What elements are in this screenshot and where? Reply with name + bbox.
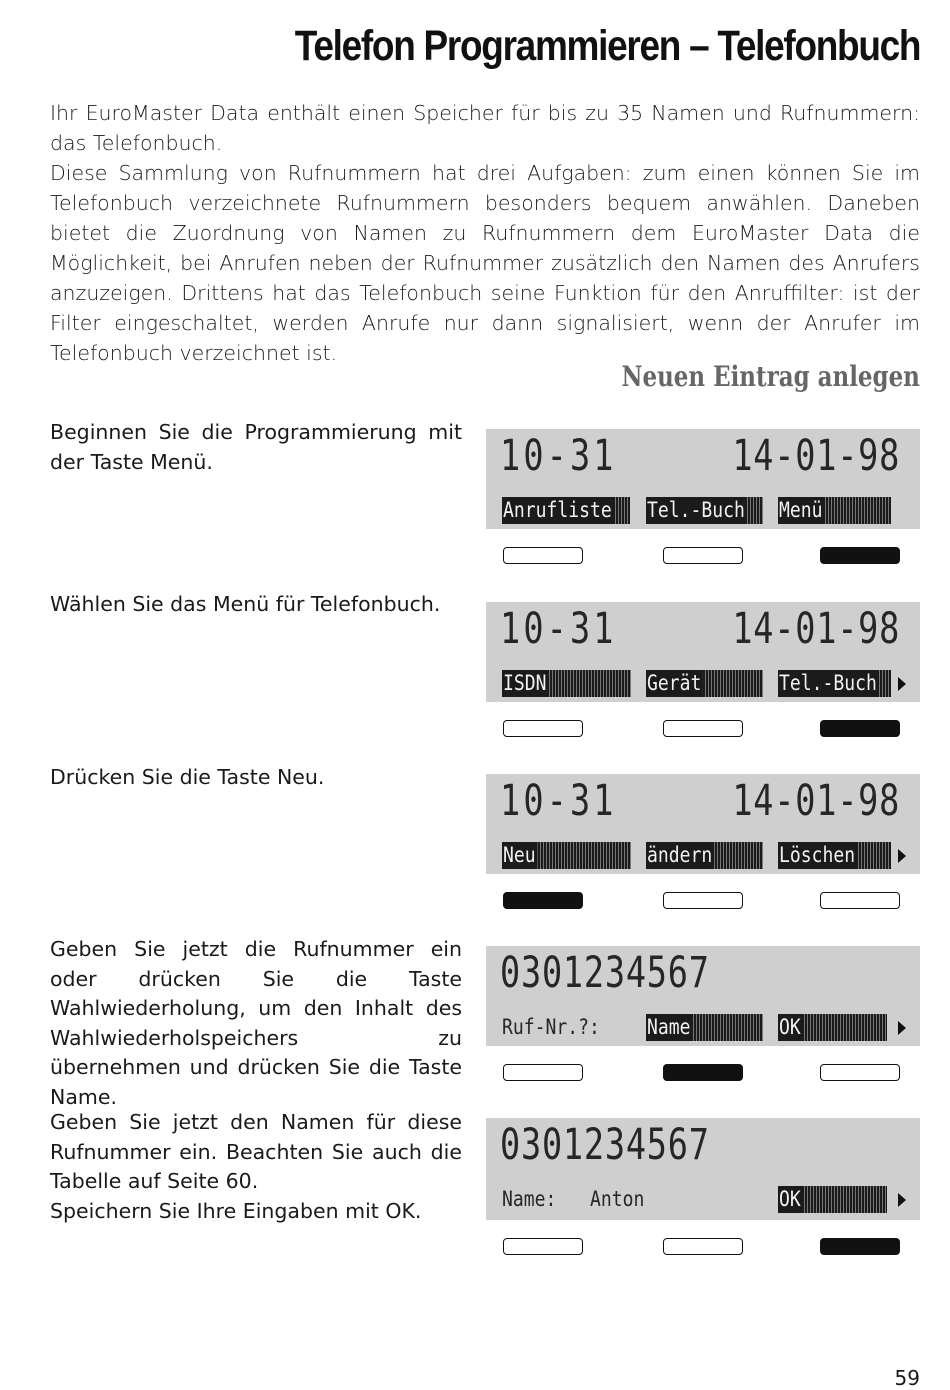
display-date: 14-01-98 [732,776,900,826]
step-1-text [50,418,462,477]
display-number: 0301234567 [500,948,710,998]
step-4-display [486,946,920,1046]
step-3-paragraph: Drücken Sie die Taste Neu. [50,765,325,789]
softkey-label-ok: OK [778,1014,887,1041]
step-3-text [50,763,462,793]
soft-key-left[interactable] [503,1238,583,1255]
display-time: 10-31 [500,604,617,654]
soft-key-left-pressed[interactable] [503,892,583,909]
step-5-display [486,1118,920,1220]
step-2-display [486,602,920,702]
softkey-label-isdn: ISDN [502,670,631,697]
display-date: 14-01-98 [732,604,900,654]
soft-key-right-pressed[interactable] [820,547,900,564]
soft-key-middle[interactable] [663,720,743,737]
step-5-paragraph-2: Speichern Sie Ihre Eingaben mit OK. [50,1198,422,1223]
display-time: 10-31 [500,431,617,481]
page-title: Telefon Programmieren – Telefonbuch [294,22,920,70]
scroll-right-arrow-icon [898,1193,906,1207]
softkey-label-tel-buch: Tel.-Buch [646,497,763,524]
softkey-label-tel-buch: Tel.-Buch [778,670,891,697]
softkey-label-neu: Neu [502,842,631,869]
display-time: 10-31 [500,776,617,826]
intro-text [50,98,920,368]
step-3-display [486,774,920,874]
soft-key-right[interactable] [820,1064,900,1081]
soft-key-left[interactable] [503,720,583,737]
soft-key-right[interactable] [820,892,900,909]
display-date: 14-01-98 [732,431,900,481]
softkey-label-menue: Menü [778,497,891,524]
display-label-ruf-nr: Ruf-Nr.?: [502,1015,600,1039]
soft-key-right-pressed[interactable] [820,720,900,737]
soft-key-middle[interactable] [663,892,743,909]
scroll-right-arrow-icon [898,677,906,691]
step-2-text [50,590,462,620]
step-5-text [50,1108,462,1226]
step-5-paragraph-1: Geben Sie jetzt den Namen für diese Rufnummer ein. Beachten Sie auch die Tabelle auf Seite 60. [50,1110,462,1193]
display-label-name: Name: [502,1187,557,1211]
scroll-right-arrow-icon [898,1021,906,1035]
intro-paragraph-2: Diese Sammlung von Rufnummern hat drei Aufgaben: zum einen können Sie im Telefonbuch verzeichnete Rufnummern besonders bequem anwählen. Daneben bietet die Zuordnung von Namen zu Rufnummern dem EuroMaster Data die Möglichkeit, bei Anrufen neben der Rufnummer zusätzlich den Namen des Anrufers anzuzeigen. Drittens hat das Telefonbuch seine Funktion für den Anruffilter: ist der Filter eingeschaltet, werden Anrufe nur dann signalisiert, wenn der Anrufer im Telefonbuch verzeichnet ist. [50,161,920,365]
soft-key-left[interactable] [503,1064,583,1081]
softkey-label-ok: OK [778,1186,887,1213]
softkey-label-name: Name [646,1014,763,1041]
step-1-paragraph: Beginnen Sie die Programmierung mit der Taste Menü. [50,420,462,474]
softkey-label-aendern: ändern [646,842,763,869]
softkey-label-geraet: Gerät [646,670,763,697]
soft-key-right-pressed[interactable] [820,1238,900,1255]
section-subtitle: Neuen Eintrag anlegen [621,360,920,393]
soft-key-middle[interactable] [663,547,743,564]
soft-key-middle[interactable] [663,1238,743,1255]
soft-key-middle-pressed[interactable] [663,1064,743,1081]
step-1-display [486,429,920,529]
softkey-label-anrufliste: Anrufliste [502,497,630,524]
intro-paragraph-1: Ihr EuroMaster Data enthält einen Speicher für bis zu 35 Namen und Rufnummern: das Telefonbuch. [50,101,920,155]
scroll-right-arrow-icon [898,849,906,863]
step-2-paragraph: Wählen Sie das Menü für Telefonbuch. [50,592,441,616]
softkey-label-loeschen: Löschen [778,842,891,869]
soft-key-left[interactable] [503,547,583,564]
display-name-value: Anton [590,1187,645,1211]
page-number: 59 [894,1366,920,1390]
display-number: 0301234567 [500,1120,710,1170]
step-4-paragraph: Geben Sie jetzt die Rufnummer ein oder drücken Sie die Taste Wahlwiederholung, um den Inhalt des Wahlwiederholspeichers zu übernehmen und drücken Sie die Taste Name. [50,937,462,1109]
step-4-text [50,935,462,1112]
